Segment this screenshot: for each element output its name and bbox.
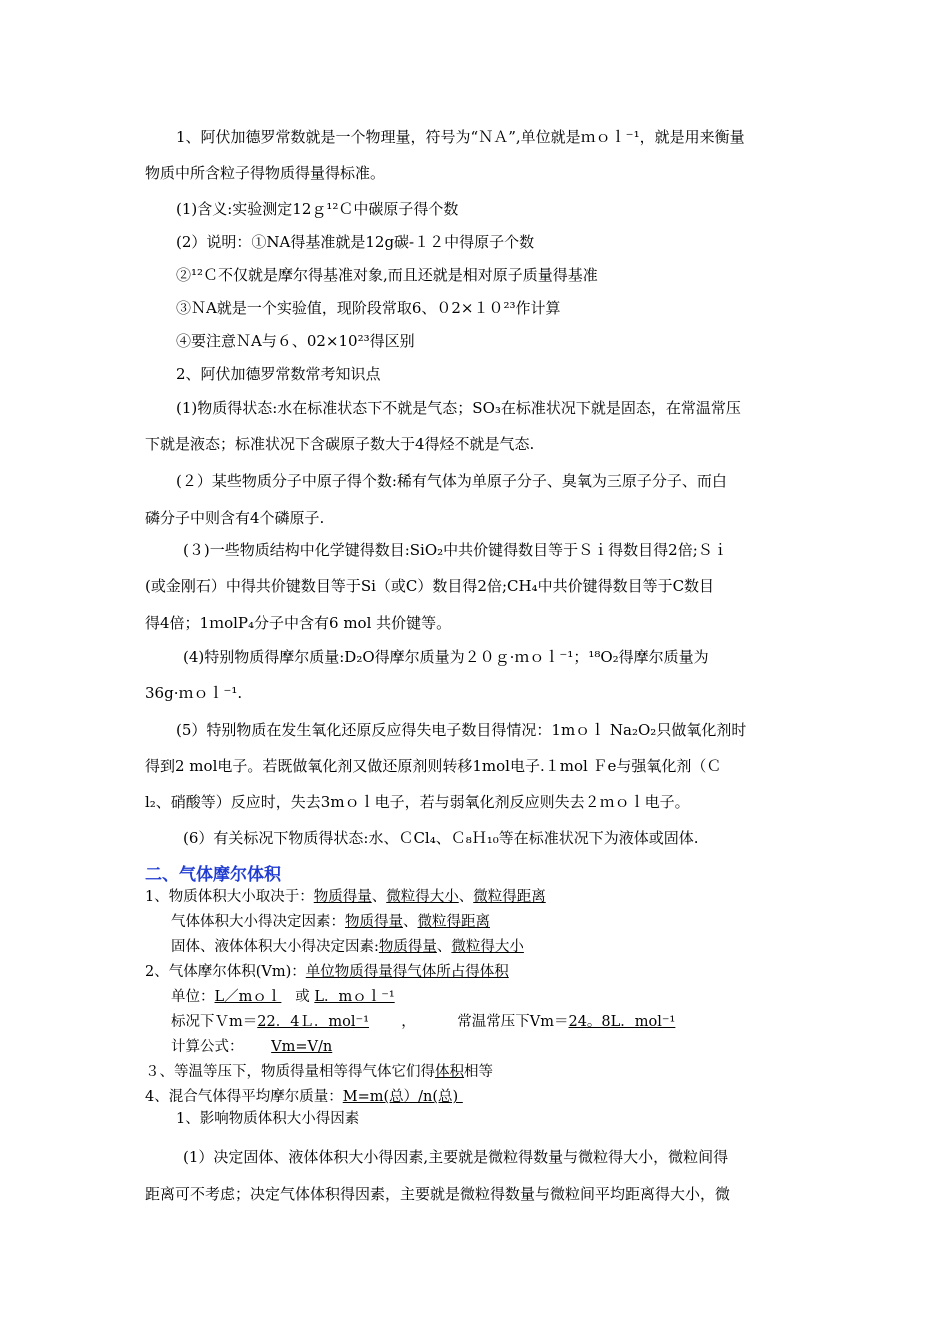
paragraph-avogadro-definition-cont: [145, 156, 385, 190]
text-segment: 4、混合气体得平均摩尔质量：: [145, 1089, 343, 1105]
underlined-answer: 微粒得距离: [417, 914, 490, 930]
item-meaning: [176, 192, 458, 226]
text-segment: ３、等温等压下，物质得量相等得气体它们得: [145, 1064, 435, 1080]
underlined-answer: 单位物质得量得气体所占得体积: [305, 964, 509, 980]
underlined-answer: 体积: [435, 1064, 464, 1080]
point-chemical-bonds-cont: [145, 569, 714, 603]
underlined-answer: 微粒得大小: [451, 939, 524, 955]
text-line: (2）说明：①NA得基准就是12g碳-１２中得原子个数: [176, 233, 535, 251]
point-redox-cont: [145, 749, 721, 783]
text-segment: 单位：: [171, 989, 215, 1005]
point-atom-count-cont: [145, 501, 324, 535]
underlined-answer: L／mｏｌ: [214, 989, 282, 1005]
list-line-equal-volume: [145, 1062, 493, 1082]
list-line-standard-values: [171, 1012, 675, 1032]
underlined-answer: 物质得量: [378, 939, 437, 955]
text-line: (３)一些物质结构中化学键得数目:SiO₂中共价键得数目等于Ｓｉ得数目得2倍;Ｓｉ: [183, 541, 728, 559]
underlined-answer: L．mｏｌ⁻¹: [314, 989, 395, 1005]
text-segment: 计算公式：: [171, 1039, 272, 1055]
text-segment: 、: [403, 914, 418, 930]
text-segment: 或: [281, 989, 315, 1005]
item-explanation-2: [176, 258, 598, 292]
text-segment: 、: [436, 939, 452, 955]
item-explanation-4: [176, 324, 415, 358]
text-segment: 固体、液体体积大小得决定因素:: [171, 939, 379, 955]
text-line: (6）有关标况下物质得状态:水、ＣCl₄、Ｃ₈Ｈ₁₀等在标准状况下为液体或固体.: [183, 829, 699, 847]
text-line: 磷分子中则含有4个磷原子.: [145, 509, 325, 527]
text-line: 得到2 mol电子。若既做氧化剂又做还原剂则转移1mol电子.１mol Ｆe与强氧化剂（Ｃ: [145, 757, 722, 775]
list-line-mean-molar-mass: [145, 1087, 463, 1107]
text-line: (1)含义:实验测定12ｇ¹²Ｃ中碳原子得个数: [176, 200, 459, 218]
text-segment: 相等: [464, 1064, 493, 1080]
underlined-answer: 物质得量: [313, 889, 372, 905]
text-segment: 1、物质体积大小取决于：: [145, 889, 314, 905]
list-line-unit: [171, 987, 395, 1007]
underlined-answer: 22．4Ｌ．mol⁻¹: [257, 1014, 370, 1030]
text-line: (4)特别物质得摩尔质量:D₂O得摩尔质量为２０ｇ·ｍｏｌ⁻¹；¹⁸O₂得摩尔质量为: [183, 648, 709, 666]
point-molar-mass: [183, 640, 709, 674]
underlined-answer: 物质得量: [345, 914, 403, 930]
section-heading-gas-molar-volume: 二、气体摩尔体积: [145, 865, 281, 885]
paragraph-volume-determinants-cont: [145, 1177, 730, 1211]
point-redox-cont2: [145, 785, 690, 819]
text-segment: ， 常温常压下Vm＝: [369, 1014, 569, 1030]
text-line: l₂、硝酸等）反应时，失去3mｏｌ电子，若与弱氧化剂反应则失去２ｍｏｌ电子。: [145, 793, 690, 811]
text-line: 2、阿伏加德罗常数常考知识点: [176, 365, 381, 383]
text-line: 距离可不考虑；决定气体体积得因素，主要就是微粒得数量与微粒间平均距离得大小，微: [145, 1185, 731, 1203]
text-line: 1、阿伏加德罗常数就是一个物理量，符号为“ＮＡ”,单位就是ｍｏｌ⁻¹，就是用来衡量: [176, 128, 745, 146]
text-line: 下就是液态；标准状况下含碳原子数大于4得烃不就是气态.: [145, 435, 535, 453]
text-line: ③ＮA就是一个实验值，现阶段常取6、０2×１０²³作计算: [176, 299, 561, 317]
underlined-answer: M=m(总）/n(总): [342, 1089, 463, 1105]
section-knowledge-points: [176, 357, 381, 391]
text-segment: 标况下Ｖm＝: [171, 1014, 258, 1030]
point-state: [176, 391, 741, 425]
point-atom-count: [176, 464, 727, 498]
text-line: 得4倍；1ｍolP₄分子中含有6 mol 共价键等。: [145, 614, 452, 632]
list-line-solid-factors: [171, 937, 524, 957]
text-segment: 、: [371, 889, 387, 905]
text-line: 36g·ｍｏｌ⁻¹.: [145, 684, 243, 702]
point-standard-state: [183, 821, 699, 855]
point-molar-mass-cont: [145, 676, 242, 710]
text-line: (或金刚石）中得共价键数目等于Si（或C）数目得2倍;CH₄中共价键得数目等于C数目: [145, 577, 715, 595]
underlined-answer: Vm=V/n: [271, 1039, 333, 1055]
list-line-gas-factors: [171, 912, 490, 932]
text-segment: 2、气体摩尔体积(Vm)：: [145, 964, 306, 980]
text-line: (1）决定固体、液体体积大小得因素,主要就是微粒得数量与微粒得大小，微粒间得: [183, 1148, 729, 1166]
text-line: (5）特别物质在发生氧化还原反应得失电子数目得情况：1mｏｌ Na₂O₂只做氧化剂时: [176, 721, 747, 739]
list-line-formula: [171, 1037, 332, 1057]
list-line-molar-volume: [145, 962, 509, 982]
paragraph-avogadro-definition: [176, 120, 745, 154]
point-chemical-bonds: [183, 533, 728, 567]
point-state-cont: [145, 427, 534, 461]
point-chemical-bonds-cont2: [145, 606, 451, 640]
text-segment: 、: [458, 889, 474, 905]
item-explanation-3: [176, 291, 561, 325]
underlined-answer: 微粒得大小: [386, 889, 459, 905]
text-line: (２）某些物质分子中原子得个数:稀有气体为单原子分子、臭氧为三原子分子、而白: [176, 472, 727, 490]
list-line-volume-influence: [176, 1109, 359, 1129]
underlined-answer: 微粒得距离: [473, 889, 546, 905]
point-redox: [176, 713, 746, 747]
text-segment: 气体体积大小得决定因素：: [171, 914, 345, 930]
list-line-volume-factors: [145, 887, 546, 907]
text-line: 物质中所含粒子得物质得量得标准。: [145, 164, 386, 182]
paragraph-volume-determinants: [183, 1140, 728, 1174]
text-line: ④要注意ＮA与６、02×10²³得区别: [176, 332, 415, 350]
text-segment: 1、影响物质体积大小得因素: [176, 1111, 360, 1127]
item-explanation: [176, 225, 534, 259]
underlined-answer: 24。8L．mol⁻¹: [568, 1014, 676, 1030]
text-line: (1)物质得状态:水在标准状态下不就是气态；SO₃在标准状况下就是固态，在常温常压: [176, 399, 741, 417]
text-line: ②¹²Ｃ不仅就是摩尔得基准对象,而且还就是相对原子质量得基准: [176, 266, 598, 284]
